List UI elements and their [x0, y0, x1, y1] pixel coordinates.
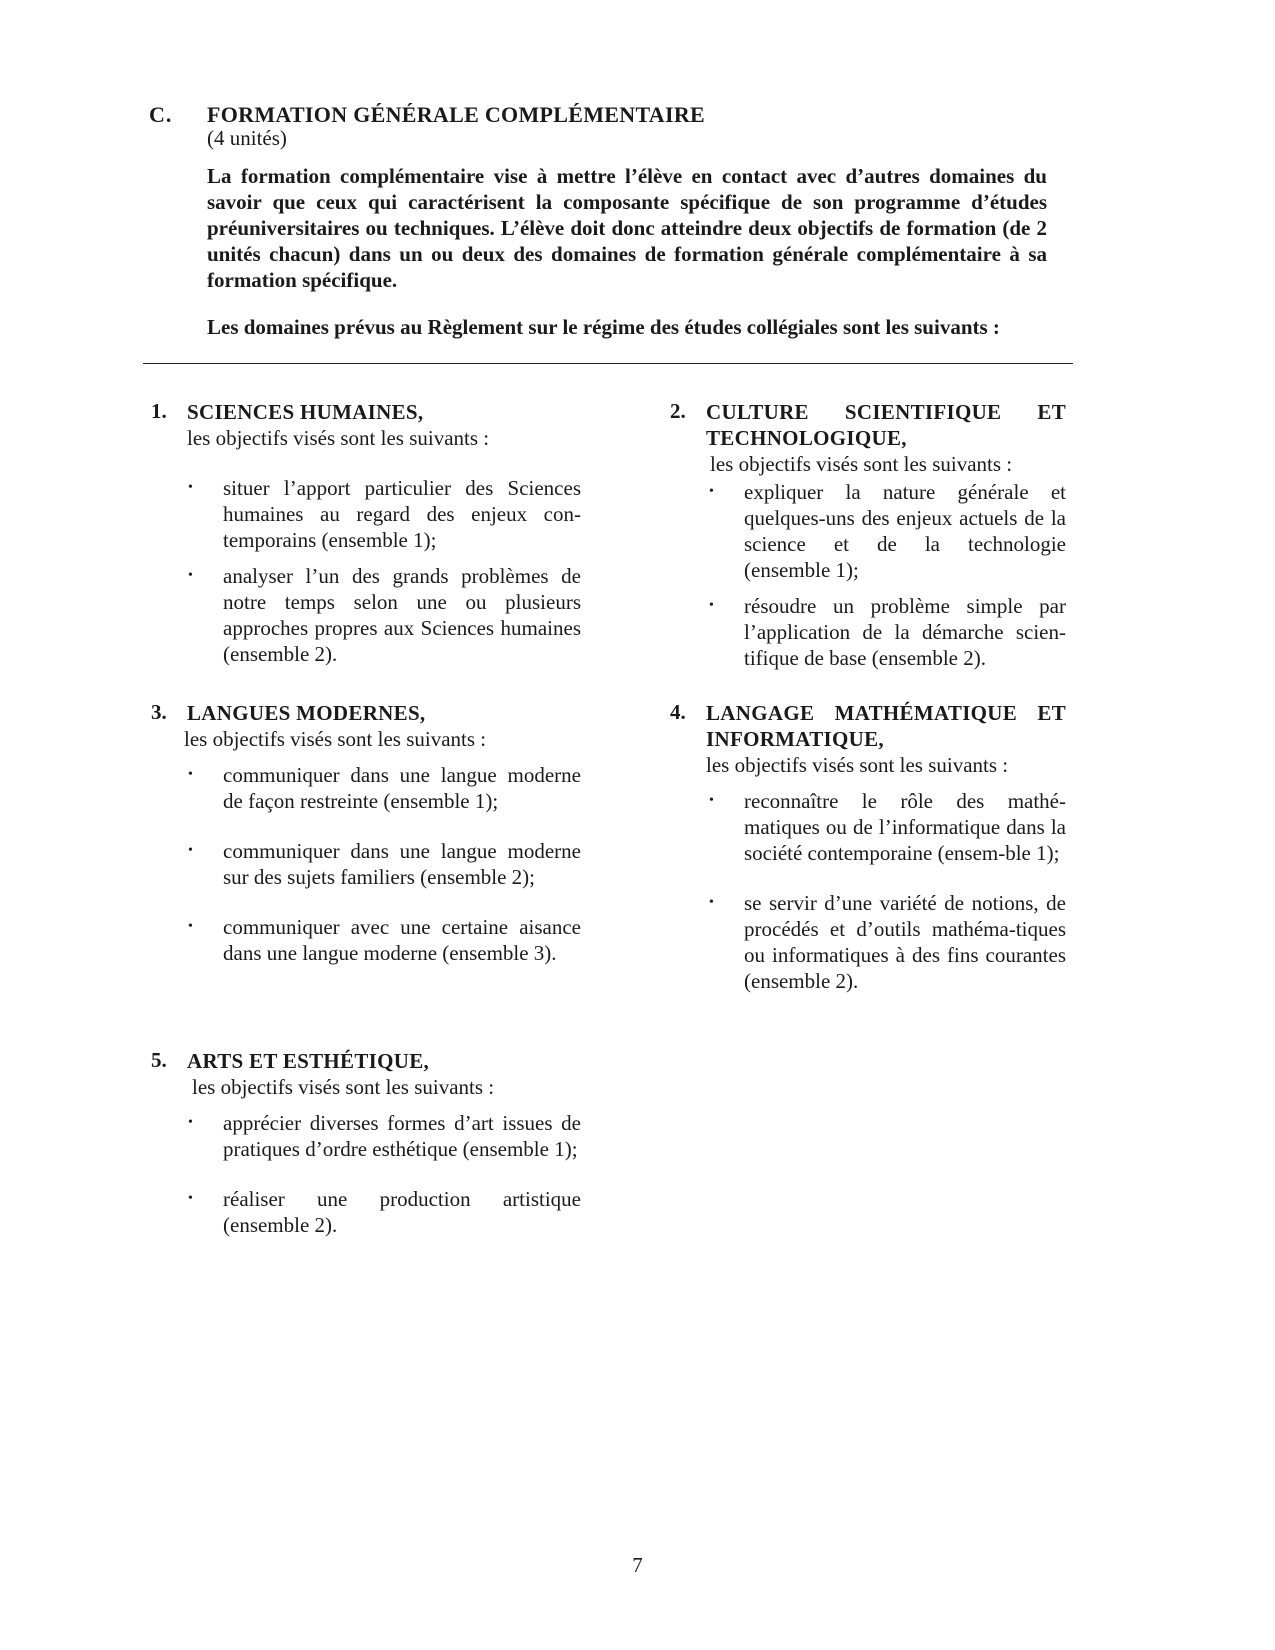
- bullet-icon: •: [709, 484, 714, 499]
- domain-number: 1.: [151, 399, 167, 423]
- objective-item: [188, 1110, 581, 1162]
- domain-langues-modernes: [151, 700, 591, 966]
- domains-intro: Les domaines prévus au Règlement sur le régime des études collégiales sont les suivants :: [207, 315, 1000, 339]
- divider: [143, 363, 1073, 364]
- domain-sciences-humaines: [151, 399, 591, 667]
- objective-item: [188, 838, 581, 890]
- domain-subtitle: les objectifs visés sont les suivants :: [184, 727, 487, 751]
- objective-text: réaliser une production artistique (ensemble 2).: [223, 1187, 581, 1237]
- section-intro: La formation complémentaire vise à mettre l’élève en contact avec d’autres domaines du savoir que ceux qui caractérisent la composante spécifique de son programme d’études préuniversitaires ou techniques. L’élève doit donc atteindre deux objectifs de formation (de 2 unités chacun) dans un ou deux des domaines de formation générale complémentaire à sa formation spécifique.: [207, 164, 1047, 292]
- domain-arts-esthetique: [151, 1048, 591, 1238]
- section-title: FORMATION GÉNÉRALE COMPLÉMENTAIRE: [207, 102, 705, 127]
- bullet-icon: •: [709, 793, 714, 808]
- objective-item: [188, 563, 581, 667]
- objective-text: reconnaître le rôle des mathé-matiques ou de l’informatique dans la société contemporaine (ensem-ble 1);: [744, 789, 1066, 865]
- domain-number: 2.: [670, 399, 686, 423]
- domain-langage-mathematique: [670, 700, 1070, 994]
- bullet-icon: •: [188, 767, 193, 782]
- domain-title: SCIENCES HUMAINES,: [187, 400, 424, 424]
- bullet-icon: •: [188, 1191, 193, 1206]
- domain-number: 4.: [670, 700, 686, 724]
- bullet-icon: •: [709, 598, 714, 613]
- objective-item: [709, 890, 1066, 994]
- domain-culture-scientifique: [670, 399, 1070, 671]
- domain-title: CULTURE SCIENTIFIQUE ET TECHNOLOGIQUE,: [706, 400, 1066, 450]
- domain-number: 3.: [151, 700, 167, 724]
- domain-subtitle: les objectifs visés sont les suivants :: [706, 753, 1009, 777]
- section-units: (4 unités): [207, 126, 287, 150]
- objective-text: communiquer dans une langue moderne sur des sujets familiers (ensemble 2);: [223, 839, 581, 889]
- bullet-icon: •: [709, 895, 714, 910]
- objective-text: apprécier diverses formes d’art issues de pratiques d’ordre esthétique (ensemble 1);: [223, 1111, 581, 1161]
- objective-text: analyser l’un des grands problèmes de notre temps selon une ou plusieurs approches propres aux Sciences humaines (ensemble 2).: [223, 564, 581, 666]
- domain-title: LANGAGE MATHÉMATIQUE ET INFORMATIQUE,: [706, 701, 1066, 751]
- domain-subtitle: les objectifs visés sont les suivants :: [192, 1075, 495, 1099]
- objective-item: [188, 475, 581, 553]
- section-letter: C.: [149, 102, 173, 127]
- bullet-icon: •: [188, 1115, 193, 1130]
- bullet-icon: •: [188, 568, 193, 583]
- objective-item: [709, 788, 1066, 866]
- domain-subtitle: les objectifs visés sont les suivants :: [710, 452, 1013, 476]
- objective-item: [188, 914, 581, 966]
- objective-text: résoudre un problème simple par l’application de la démarche scien-tifique de base (ensemble 2).: [744, 594, 1066, 670]
- objective-item: [188, 762, 581, 814]
- bullet-icon: •: [188, 843, 193, 858]
- objective-item: [709, 593, 1066, 671]
- objective-text: communiquer avec une certaine aisance dans une langue moderne (ensemble 3).: [223, 915, 581, 965]
- bullet-icon: •: [188, 480, 193, 495]
- objective-text: expliquer la nature générale et quelques-uns des enjeux actuels de la science et de la technologie (ensemble 1);: [744, 480, 1066, 582]
- objective-text: situer l’apport particulier des Sciences humaines au regard des enjeux con-temporains (ensemble 1);: [223, 476, 581, 552]
- objective-item: [188, 1186, 581, 1238]
- domain-title: LANGUES MODERNES,: [187, 701, 426, 725]
- domain-subtitle: les objectifs visés sont les suivants :: [187, 426, 490, 450]
- domain-title: ARTS ET ESTHÉTIQUE,: [187, 1049, 430, 1073]
- bullet-icon: •: [188, 919, 193, 934]
- objective-item: [709, 479, 1066, 583]
- objective-text: se servir d’une variété de notions, de procédés et d’outils mathéma-tiques ou informatiques à des fins courantes (ensemble 2).: [744, 891, 1066, 993]
- page-number: 7: [632, 1553, 643, 1577]
- objective-text: communiquer dans une langue moderne de façon restreinte (ensemble 1);: [223, 763, 581, 813]
- domain-number: 5.: [151, 1048, 167, 1072]
